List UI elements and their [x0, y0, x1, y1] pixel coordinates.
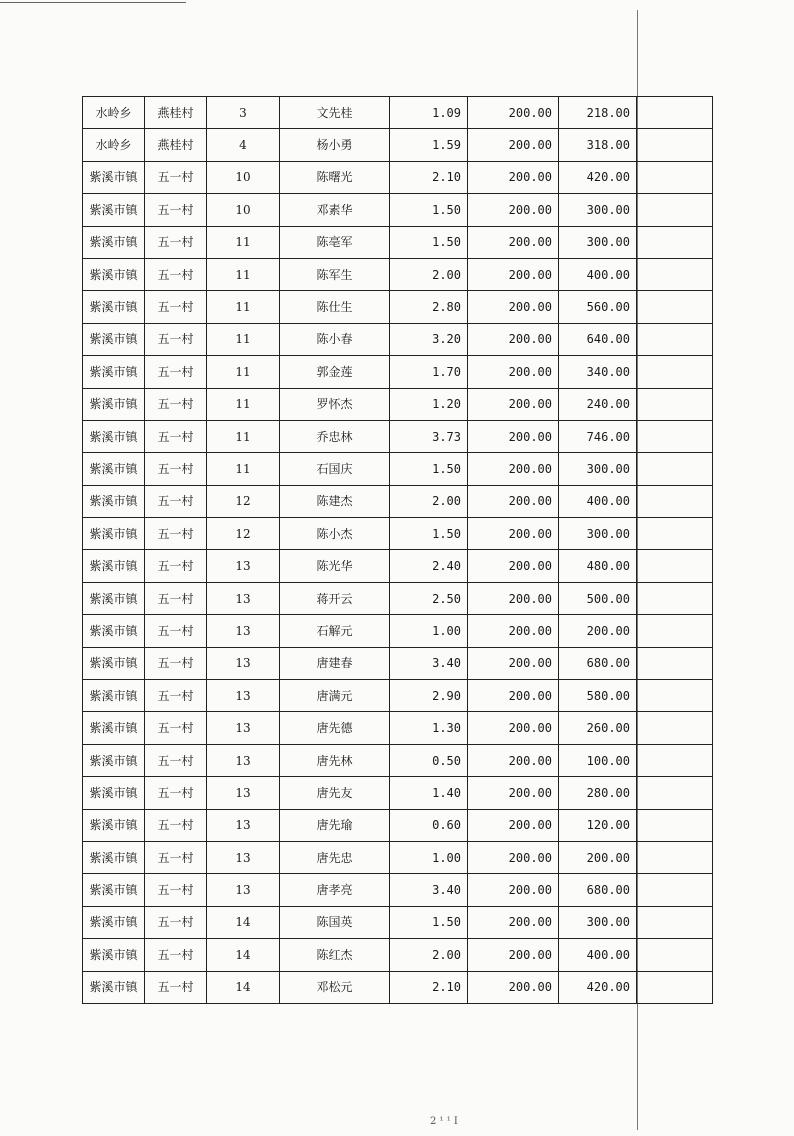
note-cell	[637, 874, 713, 906]
amount-cell: 400.00	[559, 939, 637, 971]
amount-cell: 420.00	[559, 971, 637, 1003]
group-number-cell: 13	[207, 744, 280, 776]
area-cell: 1.20	[390, 388, 468, 420]
village-cell: 燕桂村	[145, 97, 207, 129]
amount-cell: 400.00	[559, 258, 637, 290]
note-cell	[637, 582, 713, 614]
name-cell: 乔忠林	[280, 420, 390, 452]
village-cell: 五一村	[145, 323, 207, 355]
amount-cell: 260.00	[559, 712, 637, 744]
name-cell: 陈军生	[280, 258, 390, 290]
rate-cell: 200.00	[468, 194, 559, 226]
area-cell: 3.73	[390, 420, 468, 452]
name-cell: 陈亳军	[280, 226, 390, 258]
group-number-cell: 14	[207, 971, 280, 1003]
village-cell: 五一村	[145, 582, 207, 614]
group-number-cell: 13	[207, 680, 280, 712]
note-cell	[637, 841, 713, 873]
amount-cell: 680.00	[559, 874, 637, 906]
village-cell: 五一村	[145, 680, 207, 712]
table-row	[83, 777, 713, 809]
area-cell: 2.10	[390, 971, 468, 1003]
group-number-cell: 13	[207, 647, 280, 679]
table-row	[83, 744, 713, 776]
rate-cell: 200.00	[468, 680, 559, 712]
rate-cell: 200.00	[468, 582, 559, 614]
name-cell: 杨小勇	[280, 129, 390, 161]
name-cell: 唐先友	[280, 777, 390, 809]
village-cell: 五一村	[145, 874, 207, 906]
amount-cell: 640.00	[559, 323, 637, 355]
name-cell: 陈红杰	[280, 939, 390, 971]
area-cell: 2.50	[390, 582, 468, 614]
village-cell: 五一村	[145, 485, 207, 517]
rate-cell: 200.00	[468, 615, 559, 647]
amount-cell: 300.00	[559, 518, 637, 550]
rate-cell: 200.00	[468, 550, 559, 582]
table-row	[83, 582, 713, 614]
group-number-cell: 11	[207, 258, 280, 290]
area-cell: 2.10	[390, 161, 468, 193]
amount-cell: 340.00	[559, 356, 637, 388]
town-cell: 紫溪市镇	[83, 906, 145, 938]
rate-cell: 200.00	[468, 874, 559, 906]
area-cell: 3.20	[390, 323, 468, 355]
top-edge-rule	[0, 2, 186, 3]
town-cell: 紫溪市镇	[83, 841, 145, 873]
table-row	[83, 356, 713, 388]
note-cell	[637, 777, 713, 809]
table-row	[83, 647, 713, 679]
table-row	[83, 388, 713, 420]
amount-cell: 300.00	[559, 194, 637, 226]
name-cell: 唐满元	[280, 680, 390, 712]
town-cell: 紫溪市镇	[83, 809, 145, 841]
amount-cell: 580.00	[559, 680, 637, 712]
note-cell	[637, 356, 713, 388]
table-row	[83, 712, 713, 744]
table-row	[83, 809, 713, 841]
village-cell: 五一村	[145, 258, 207, 290]
table-row	[83, 906, 713, 938]
group-number-cell: 13	[207, 615, 280, 647]
group-number-cell: 11	[207, 453, 280, 485]
village-cell: 五一村	[145, 647, 207, 679]
name-cell: 陈光华	[280, 550, 390, 582]
table-row	[83, 550, 713, 582]
village-cell: 五一村	[145, 194, 207, 226]
group-number-cell: 12	[207, 518, 280, 550]
table-row	[83, 485, 713, 517]
area-cell: 2.80	[390, 291, 468, 323]
village-cell: 五一村	[145, 453, 207, 485]
group-number-cell: 11	[207, 420, 280, 452]
note-cell	[637, 323, 713, 355]
area-cell: 3.40	[390, 874, 468, 906]
amount-cell: 420.00	[559, 161, 637, 193]
area-cell: 1.59	[390, 129, 468, 161]
subsidy-ledger-table	[82, 96, 713, 1004]
town-cell: 紫溪市镇	[83, 777, 145, 809]
village-cell: 五一村	[145, 226, 207, 258]
rate-cell: 200.00	[468, 971, 559, 1003]
group-number-cell: 14	[207, 906, 280, 938]
note-cell	[637, 647, 713, 679]
amount-cell: 218.00	[559, 97, 637, 129]
name-cell: 唐建春	[280, 647, 390, 679]
area-cell: 2.00	[390, 485, 468, 517]
town-cell: 紫溪市镇	[83, 420, 145, 452]
rate-cell: 200.00	[468, 291, 559, 323]
note-cell	[637, 291, 713, 323]
name-cell: 郭金莲	[280, 356, 390, 388]
area-cell: 0.60	[390, 809, 468, 841]
name-cell: 石国庆	[280, 453, 390, 485]
area-cell: 2.00	[390, 258, 468, 290]
town-cell: 紫溪市镇	[83, 647, 145, 679]
note-cell	[637, 420, 713, 452]
name-cell: 文先桂	[280, 97, 390, 129]
name-cell: 唐先忠	[280, 841, 390, 873]
table-row	[83, 323, 713, 355]
group-number-cell: 12	[207, 485, 280, 517]
area-cell: 2.00	[390, 939, 468, 971]
amount-cell: 300.00	[559, 226, 637, 258]
table-row	[83, 518, 713, 550]
note-cell	[637, 906, 713, 938]
rate-cell: 200.00	[468, 129, 559, 161]
village-cell: 五一村	[145, 906, 207, 938]
town-cell: 紫溪市镇	[83, 712, 145, 744]
area-cell: 1.09	[390, 97, 468, 129]
table-row	[83, 258, 713, 290]
amount-cell: 318.00	[559, 129, 637, 161]
area-cell: 1.50	[390, 453, 468, 485]
table-row	[83, 453, 713, 485]
name-cell: 陈小杰	[280, 518, 390, 550]
rate-cell: 200.00	[468, 388, 559, 420]
village-cell: 五一村	[145, 841, 207, 873]
name-cell: 唐先瑜	[280, 809, 390, 841]
town-cell: 紫溪市镇	[83, 356, 145, 388]
group-number-cell: 13	[207, 582, 280, 614]
rate-cell: 200.00	[468, 453, 559, 485]
rate-cell: 200.00	[468, 420, 559, 452]
table-row	[83, 680, 713, 712]
note-cell	[637, 226, 713, 258]
town-cell: 紫溪市镇	[83, 744, 145, 776]
rate-cell: 200.00	[468, 356, 559, 388]
area-cell: 1.30	[390, 712, 468, 744]
rate-cell: 200.00	[468, 841, 559, 873]
rate-cell: 200.00	[468, 809, 559, 841]
town-cell: 紫溪市镇	[83, 161, 145, 193]
group-number-cell: 11	[207, 291, 280, 323]
name-cell: 邓松元	[280, 971, 390, 1003]
village-cell: 五一村	[145, 388, 207, 420]
group-number-cell: 13	[207, 874, 280, 906]
town-cell: 紫溪市镇	[83, 453, 145, 485]
table-row	[83, 420, 713, 452]
ledger-body	[83, 97, 713, 1004]
town-cell: 紫溪市镇	[83, 939, 145, 971]
area-cell: 1.40	[390, 777, 468, 809]
name-cell: 邓素华	[280, 194, 390, 226]
village-cell: 五一村	[145, 161, 207, 193]
name-cell: 罗怀杰	[280, 388, 390, 420]
amount-cell: 500.00	[559, 582, 637, 614]
table-row	[83, 615, 713, 647]
area-cell: 1.50	[390, 518, 468, 550]
town-cell: 紫溪市镇	[83, 258, 145, 290]
table-row	[83, 97, 713, 129]
amount-cell: 680.00	[559, 647, 637, 679]
amount-cell: 200.00	[559, 841, 637, 873]
rate-cell: 200.00	[468, 258, 559, 290]
town-cell: 紫溪市镇	[83, 680, 145, 712]
note-cell	[637, 453, 713, 485]
table-row	[83, 226, 713, 258]
village-cell: 五一村	[145, 518, 207, 550]
note-cell	[637, 615, 713, 647]
page-number: 2 ¹ ¹ I	[430, 1116, 458, 1127]
area-cell: 1.50	[390, 226, 468, 258]
group-number-cell: 11	[207, 356, 280, 388]
area-cell: 2.90	[390, 680, 468, 712]
amount-cell: 300.00	[559, 906, 637, 938]
note-cell	[637, 194, 713, 226]
village-cell: 五一村	[145, 615, 207, 647]
rate-cell: 200.00	[468, 485, 559, 517]
town-cell: 紫溪市镇	[83, 323, 145, 355]
group-number-cell: 11	[207, 323, 280, 355]
town-cell: 紫溪市镇	[83, 971, 145, 1003]
group-number-cell: 3	[207, 97, 280, 129]
table-row	[83, 971, 713, 1003]
amount-cell: 560.00	[559, 291, 637, 323]
town-cell: 紫溪市镇	[83, 388, 145, 420]
village-cell: 五一村	[145, 356, 207, 388]
village-cell: 燕桂村	[145, 129, 207, 161]
town-cell: 水岭乡	[83, 97, 145, 129]
note-cell	[637, 680, 713, 712]
town-cell: 水岭乡	[83, 129, 145, 161]
rate-cell: 200.00	[468, 647, 559, 679]
rate-cell: 200.00	[468, 744, 559, 776]
note-cell	[637, 971, 713, 1003]
name-cell: 陈仕生	[280, 291, 390, 323]
name-cell: 唐孝亮	[280, 874, 390, 906]
note-cell	[637, 161, 713, 193]
rate-cell: 200.00	[468, 161, 559, 193]
table-row	[83, 194, 713, 226]
name-cell: 陈小春	[280, 323, 390, 355]
group-number-cell: 10	[207, 194, 280, 226]
note-cell	[637, 97, 713, 129]
rate-cell: 200.00	[468, 906, 559, 938]
rate-cell: 200.00	[468, 777, 559, 809]
amount-cell: 240.00	[559, 388, 637, 420]
village-cell: 五一村	[145, 291, 207, 323]
rate-cell: 200.00	[468, 712, 559, 744]
area-cell: 3.40	[390, 647, 468, 679]
name-cell: 蒋开云	[280, 582, 390, 614]
table-row	[83, 874, 713, 906]
note-cell	[637, 550, 713, 582]
group-number-cell: 13	[207, 712, 280, 744]
amount-cell: 300.00	[559, 453, 637, 485]
village-cell: 五一村	[145, 971, 207, 1003]
note-cell	[637, 809, 713, 841]
note-cell	[637, 485, 713, 517]
group-number-cell: 13	[207, 841, 280, 873]
town-cell: 紫溪市镇	[83, 550, 145, 582]
town-cell: 紫溪市镇	[83, 194, 145, 226]
rate-cell: 200.00	[468, 518, 559, 550]
name-cell: 唐先林	[280, 744, 390, 776]
town-cell: 紫溪市镇	[83, 518, 145, 550]
group-number-cell: 13	[207, 809, 280, 841]
town-cell: 紫溪市镇	[83, 485, 145, 517]
amount-cell: 120.00	[559, 809, 637, 841]
rate-cell: 200.00	[468, 97, 559, 129]
village-cell: 五一村	[145, 809, 207, 841]
note-cell	[637, 939, 713, 971]
village-cell: 五一村	[145, 712, 207, 744]
name-cell: 石解元	[280, 615, 390, 647]
group-number-cell: 4	[207, 129, 280, 161]
group-number-cell: 14	[207, 939, 280, 971]
town-cell: 紫溪市镇	[83, 582, 145, 614]
area-cell: 1.50	[390, 194, 468, 226]
table-row	[83, 161, 713, 193]
village-cell: 五一村	[145, 939, 207, 971]
village-cell: 五一村	[145, 550, 207, 582]
village-cell: 五一村	[145, 420, 207, 452]
area-cell: 1.00	[390, 615, 468, 647]
group-number-cell: 10	[207, 161, 280, 193]
amount-cell: 746.00	[559, 420, 637, 452]
table-row	[83, 291, 713, 323]
amount-cell: 200.00	[559, 615, 637, 647]
name-cell: 陈建杰	[280, 485, 390, 517]
table-row	[83, 129, 713, 161]
rate-cell: 200.00	[468, 323, 559, 355]
village-cell: 五一村	[145, 777, 207, 809]
name-cell: 陈曙光	[280, 161, 390, 193]
note-cell	[637, 258, 713, 290]
town-cell: 紫溪市镇	[83, 615, 145, 647]
group-number-cell: 13	[207, 777, 280, 809]
note-cell	[637, 744, 713, 776]
group-number-cell: 11	[207, 226, 280, 258]
note-cell	[637, 129, 713, 161]
note-cell	[637, 712, 713, 744]
area-cell: 1.70	[390, 356, 468, 388]
area-cell: 0.50	[390, 744, 468, 776]
town-cell: 紫溪市镇	[83, 226, 145, 258]
town-cell: 紫溪市镇	[83, 291, 145, 323]
amount-cell: 100.00	[559, 744, 637, 776]
area-cell: 1.50	[390, 906, 468, 938]
village-cell: 五一村	[145, 744, 207, 776]
note-cell	[637, 518, 713, 550]
table-row	[83, 939, 713, 971]
area-cell: 1.00	[390, 841, 468, 873]
rate-cell: 200.00	[468, 226, 559, 258]
town-cell: 紫溪市镇	[83, 874, 145, 906]
amount-cell: 400.00	[559, 485, 637, 517]
area-cell: 2.40	[390, 550, 468, 582]
name-cell: 陈国英	[280, 906, 390, 938]
note-cell	[637, 388, 713, 420]
group-number-cell: 13	[207, 550, 280, 582]
amount-cell: 480.00	[559, 550, 637, 582]
table-row	[83, 841, 713, 873]
amount-cell: 280.00	[559, 777, 637, 809]
rate-cell: 200.00	[468, 939, 559, 971]
name-cell: 唐先德	[280, 712, 390, 744]
group-number-cell: 11	[207, 388, 280, 420]
